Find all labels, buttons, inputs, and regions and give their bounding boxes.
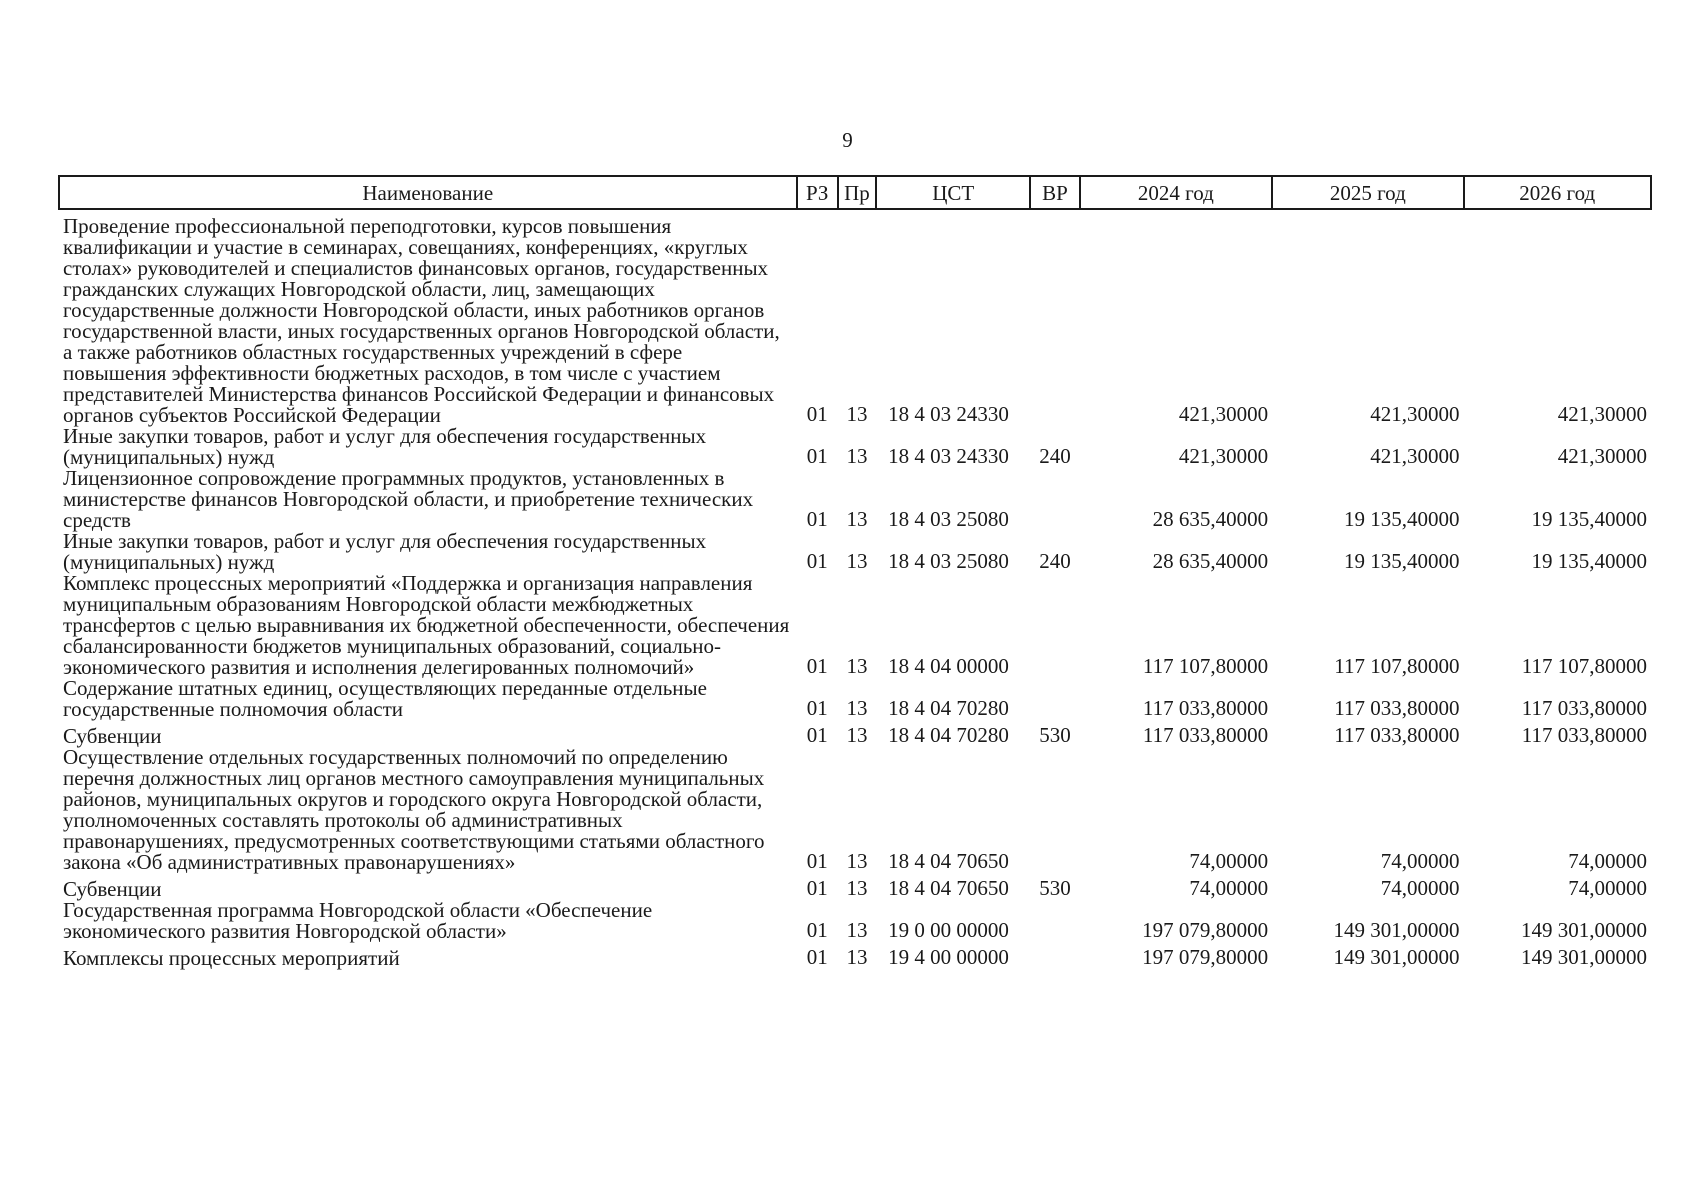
- row-name: Проведение профессиональной переподготовки, курсов повышения квалификации и участие в семинарах, совещаниях, конференциях, «круглых столах» руководителей и специалистов финансовых органов, государственных гражданских служащих Новгородской области, лиц, замещающих государственные должности Новгородской области, иных работников органов государственной власти, иных государственных органов Новгородской области, а также работников областных государственных учреждений в сфере повышения эффективности бюджетных расходов, в том числе с участием представителей Министерства финансов Российской Федерации и финансовых органов субъектов Российской Федерации: [63, 214, 780, 427]
- row-pr: 13: [846, 723, 868, 747]
- table-row: [59, 873, 1651, 900]
- header-2024: 2024 год: [1080, 176, 1272, 209]
- row-vr: [1030, 209, 1079, 426]
- table-row: [59, 209, 1651, 426]
- row-pr: 13: [846, 849, 868, 873]
- row-2026: 74,00000: [1568, 849, 1647, 873]
- row-name: Иные закупки товаров, работ и услуг для обеспечения государственных (муниципальных) нужд: [63, 529, 707, 574]
- row-rz: 01: [806, 444, 828, 468]
- row-2024: 421,30000: [1178, 402, 1269, 426]
- row-cst: 18 4 04 00000: [888, 654, 1009, 678]
- row-pr: 13: [846, 696, 868, 720]
- header-cst: ЦСТ: [876, 176, 1030, 209]
- row-2026: 117 107,80000: [1521, 654, 1647, 678]
- row-2025: 149 301,00000: [1333, 918, 1460, 942]
- row-pr: 13: [846, 654, 868, 678]
- row-pr: 13: [846, 876, 868, 900]
- table-row: [59, 678, 1651, 720]
- row-name: Комплекс процессных мероприятий «Поддержка и организация направления муниципальным образованиям Новгородской области межбюджетных трансфертов с целью выравнивания их бюджетной обеспеченности, обеспечения сбалансированности бюджетов муниципальных образований, социально-экономического развития и исполнения делегированных полномочий»: [63, 571, 790, 679]
- row-2024: 117 033,80000: [1142, 723, 1269, 747]
- row-2025: 19 135,40000: [1344, 507, 1460, 531]
- header-pr: Пр: [838, 176, 876, 209]
- row-pr: 13: [846, 918, 868, 942]
- row-cst: 19 0 00 00000: [888, 918, 1009, 942]
- row-rz: 01: [806, 696, 828, 720]
- row-name: Государственная программа Новгородской области «Обеспечение экономического развития Новгородской области»: [63, 898, 653, 943]
- table-header: [59, 176, 1651, 209]
- row-name: Иные закупки товаров, работ и услуг для обеспечения государственных (муниципальных) нужд: [63, 424, 707, 469]
- row-2025: 74,00000: [1380, 849, 1460, 873]
- row-2026: 19 135,40000: [1531, 549, 1647, 573]
- row-cst: 18 4 04 70650: [888, 849, 1009, 873]
- row-2024: 28 635,40000: [1152, 549, 1269, 573]
- header-row: [59, 176, 1651, 209]
- row-rz: 01: [806, 918, 828, 942]
- row-vr: [1030, 747, 1079, 873]
- row-cst: 18 4 04 70280: [888, 723, 1009, 747]
- header-name: Наименование: [59, 176, 797, 209]
- row-cst: 18 4 04 70650: [888, 876, 1009, 900]
- row-cst: 18 4 03 24330: [888, 444, 1009, 468]
- row-rz: 01: [806, 849, 828, 873]
- row-vr: 530: [1039, 723, 1071, 747]
- row-name: Субвенции: [63, 877, 162, 901]
- table-row: [59, 942, 1651, 969]
- table-row: [59, 900, 1651, 942]
- row-2026: 149 301,00000: [1521, 945, 1647, 969]
- row-name: Лицензионное сопровождение программных продуктов, установленных в министерстве финансов Новгородской области, и приобретение технических средств: [63, 466, 754, 532]
- header-2026: 2026 год: [1464, 176, 1651, 209]
- row-vr: [1030, 468, 1079, 531]
- row-name: Субвенции: [63, 724, 162, 748]
- header-rz: РЗ: [797, 176, 838, 209]
- row-2025: 421,30000: [1370, 444, 1460, 468]
- row-pr: 13: [846, 444, 868, 468]
- row-2025: 421,30000: [1370, 402, 1460, 426]
- row-vr: [1030, 678, 1079, 720]
- row-cst: 18 4 03 24330: [888, 402, 1009, 426]
- row-rz: 01: [806, 945, 828, 969]
- row-2024: 421,30000: [1178, 444, 1269, 468]
- row-2025: 117 107,80000: [1334, 654, 1460, 678]
- row-cst: 19 4 00 00000: [888, 945, 1009, 969]
- header-2025: 2025 год: [1272, 176, 1463, 209]
- row-rz: 01: [806, 507, 828, 531]
- row-2026: 149 301,00000: [1521, 918, 1647, 942]
- row-vr: 240: [1039, 444, 1071, 468]
- row-cst: 18 4 03 25080: [888, 507, 1009, 531]
- table-row: [59, 426, 1651, 468]
- row-pr: 13: [846, 402, 868, 426]
- row-rz: 01: [806, 549, 828, 573]
- budget-table: [58, 175, 1652, 969]
- row-vr: 240: [1039, 549, 1071, 573]
- row-pr: 13: [846, 549, 868, 573]
- table-row: [59, 468, 1651, 531]
- table-body: [59, 209, 1651, 969]
- table-row: [59, 573, 1651, 678]
- row-rz: 01: [806, 723, 828, 747]
- row-2025: 149 301,00000: [1333, 945, 1460, 969]
- row-vr: [1030, 573, 1079, 678]
- row-2026: 421,30000: [1557, 402, 1647, 426]
- row-2024: 117 107,80000: [1142, 654, 1269, 678]
- row-name: Комплексы процессных мероприятий: [63, 946, 400, 970]
- row-name: Осуществление отдельных государственных полномочий по определению перечня должностных лиц органов местного самоуправления муниципальных районов, муниципальных округов и городского округа Новгородской области, уполномоченных составлять протоколы об административных правонарушениях, предусмотренных соответствующими статьями областного закона «Об административных правонарушениях»: [63, 745, 765, 874]
- row-2026: 421,30000: [1557, 444, 1647, 468]
- row-cst: 18 4 04 70280: [888, 696, 1009, 720]
- table-row: [59, 720, 1651, 747]
- row-2026: 117 033,80000: [1521, 723, 1647, 747]
- row-2026: 74,00000: [1568, 876, 1647, 900]
- row-rz: 01: [806, 654, 828, 678]
- row-2026: 19 135,40000: [1531, 507, 1647, 531]
- row-cst: 18 4 03 25080: [888, 549, 1009, 573]
- table-row: [59, 747, 1651, 873]
- header-vr: ВР: [1030, 176, 1079, 209]
- row-2025: 19 135,40000: [1344, 549, 1460, 573]
- row-name: Содержание штатных единиц, осуществляющих переданные отдельные государственные полномочия области: [63, 676, 707, 721]
- row-pr: 13: [846, 945, 868, 969]
- row-rz: 01: [806, 876, 828, 900]
- row-vr: [1030, 900, 1079, 942]
- row-2025: 74,00000: [1380, 876, 1460, 900]
- row-2025: 117 033,80000: [1334, 723, 1460, 747]
- row-vr: [1030, 942, 1079, 969]
- row-pr: 13: [846, 507, 868, 531]
- page-number: 9: [842, 128, 853, 152]
- row-2024: 117 033,80000: [1142, 696, 1269, 720]
- row-rz: 01: [806, 402, 828, 426]
- row-2024: 197 079,80000: [1142, 918, 1269, 942]
- table-row: [59, 531, 1651, 573]
- row-2024: 74,00000: [1189, 876, 1269, 900]
- row-2024: 74,00000: [1189, 849, 1269, 873]
- row-2024: 197 079,80000: [1142, 945, 1269, 969]
- row-2026: 117 033,80000: [1521, 696, 1647, 720]
- row-2025: 117 033,80000: [1334, 696, 1460, 720]
- row-2024: 28 635,40000: [1152, 507, 1269, 531]
- row-vr: 530: [1039, 876, 1071, 900]
